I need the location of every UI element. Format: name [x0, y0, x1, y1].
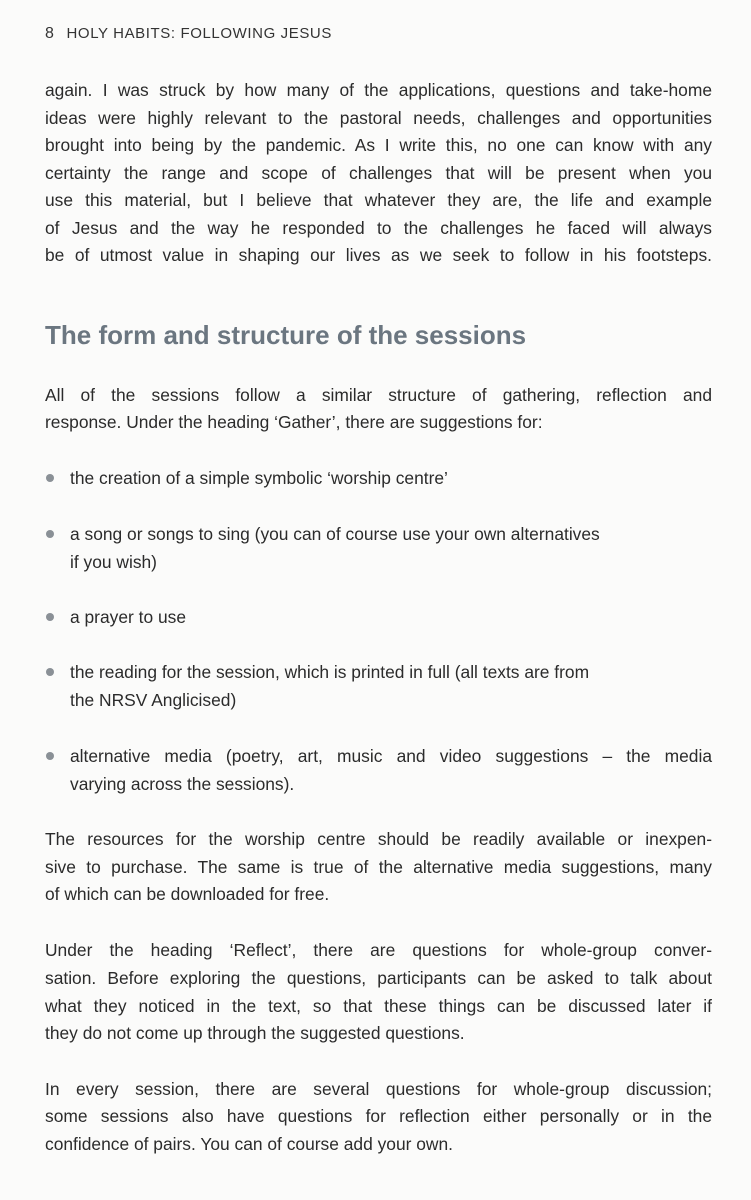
list-item: if you wish) [70, 552, 157, 572]
text-line: In every session, there are several questions for whole-group discussion; [45, 1079, 712, 1099]
text-line: The resources for the worship centre should be readily available or inexpen- [45, 829, 712, 849]
text-line: sive to purchase. The same is true of the alternative media suggestions, many [45, 857, 712, 877]
running-title: HOLY HABITS: FOLLOWING JESUS [66, 25, 332, 42]
text-line: again. I was struck by how many of the applications, questions and take-home [45, 80, 712, 100]
running-header [45, 25, 332, 43]
bullet-icon [46, 668, 54, 676]
page-number: 8 [45, 25, 55, 42]
list-item: a prayer to use [70, 607, 187, 627]
list-item: the creation of a simple symbolic ‘worship centre’ [70, 468, 448, 488]
list-item: varying across the sessions). [70, 774, 295, 794]
text-line: of which can be downloaded for free. [45, 884, 330, 904]
text-line: certainty the range and scope of challenges that will be present when you [45, 163, 712, 183]
bullet-icon [46, 613, 54, 621]
text-line: confidence of pairs. You can of course add your own. [45, 1134, 453, 1154]
text-line: Under the heading ‘Reflect’, there are questions for whole-group conver- [45, 940, 712, 960]
list-item: alternative media (poetry, art, music and video suggestions – the media [70, 746, 712, 766]
bullet-icon [46, 752, 54, 760]
bullet-icon [46, 530, 54, 538]
text-line: sation. Before exploring the questions, participants can be asked to talk about [45, 968, 712, 988]
section-heading: The form and structure of the sessions [45, 320, 527, 350]
text-line: be of utmost value in shaping our lives as we seek to follow in his footsteps. [45, 245, 712, 265]
list-item: a song or songs to sing (you can of course use your own alternatives [70, 524, 600, 544]
list-item: the reading for the session, which is printed in full (all texts are from [70, 662, 590, 682]
bullet-icon [46, 474, 54, 482]
text-line: what they noticed in the text, so that these things can be discussed later if [45, 996, 712, 1016]
text-line: response. Under the heading ‘Gather’, there are suggestions for: [45, 412, 543, 432]
text-line: they do not come up through the suggested questions. [45, 1023, 465, 1043]
text-line: of Jesus and the way he responded to the challenges he faced will always [45, 218, 712, 238]
text-line: ideas were highly relevant to the pastoral needs, challenges and opportunities [45, 108, 712, 128]
text-line: All of the sessions follow a similar structure of gathering, reflection and [45, 385, 712, 405]
text-line: some sessions also have questions for reflection either personally or in the [45, 1106, 712, 1126]
text-line: use this material, but I believe that whatever they are, the life and example [45, 190, 712, 210]
list-item: the NRSV Anglicised) [70, 690, 237, 710]
text-line: brought into being by the pandemic. As I write this, no one can know with any [45, 135, 712, 155]
